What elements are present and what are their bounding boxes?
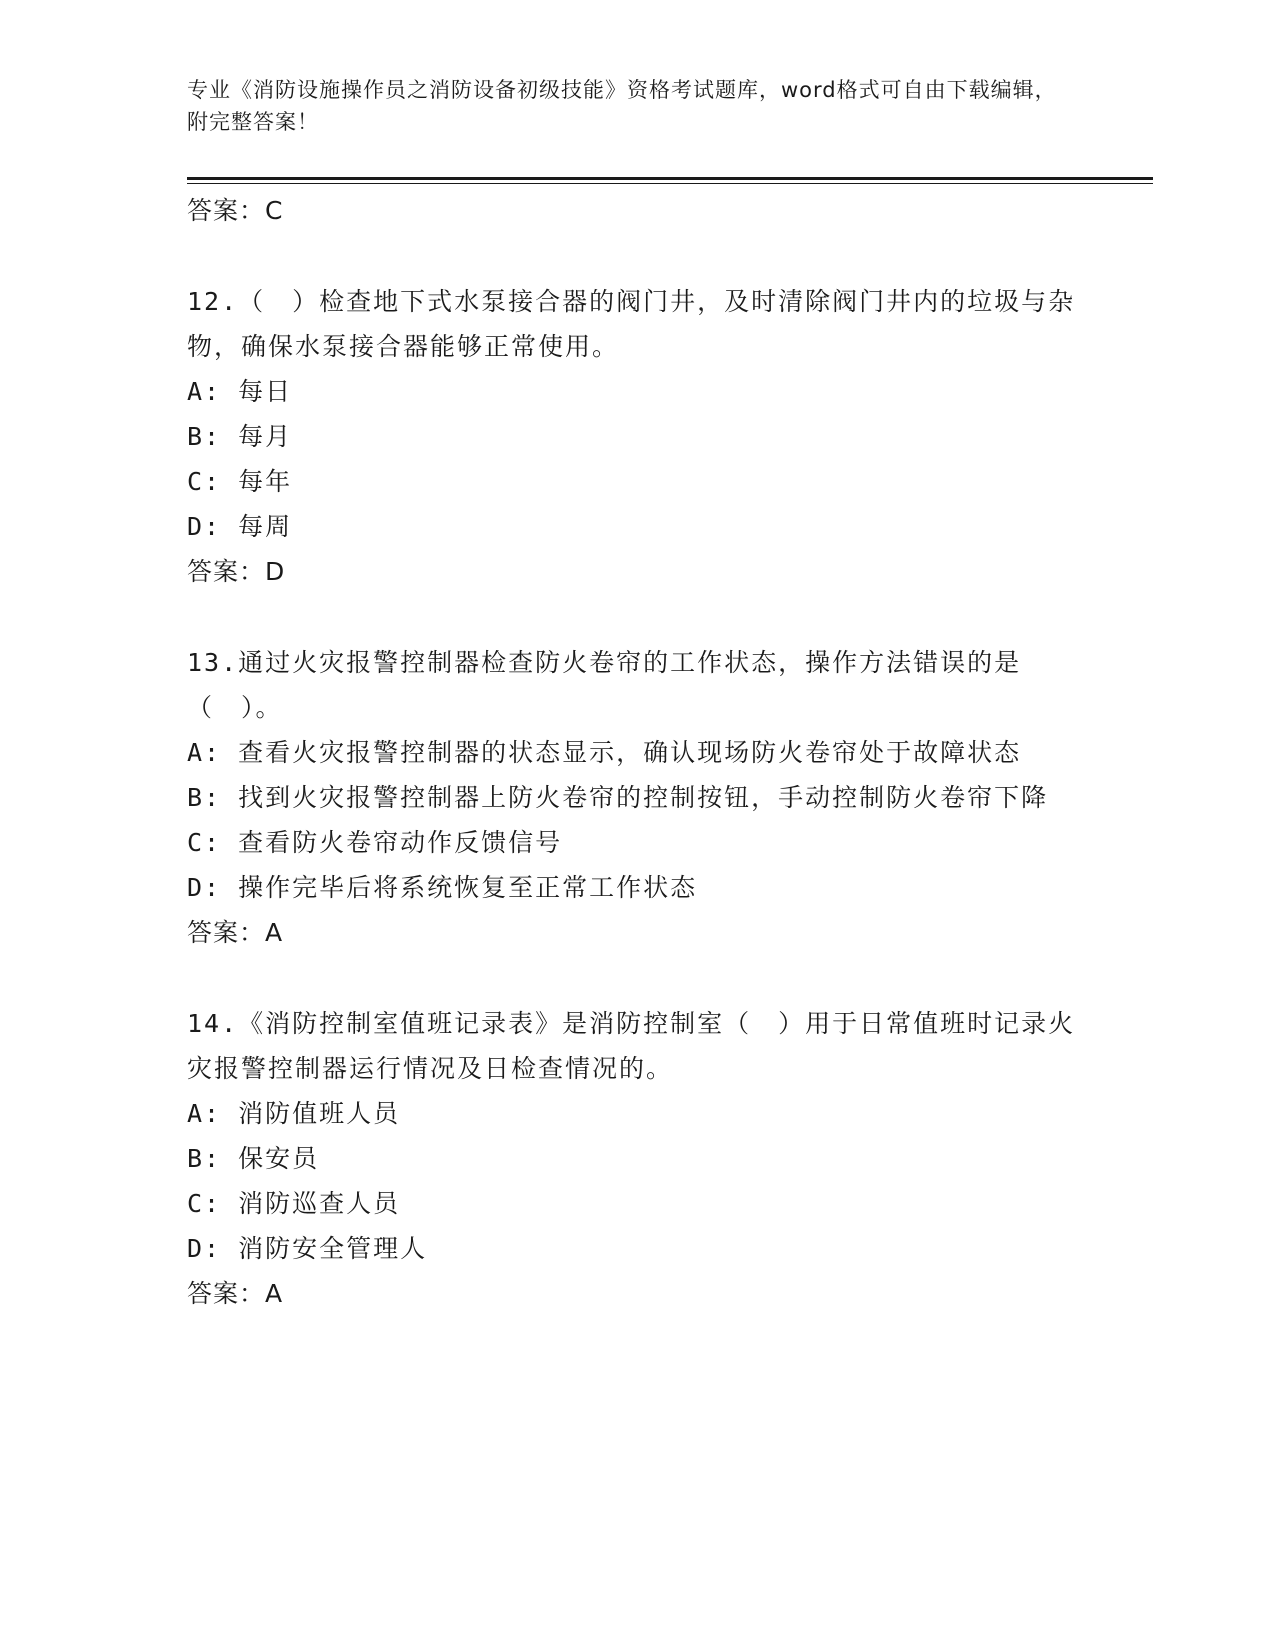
question-stem: 14.《消防控制室值班记录表》是消防控制室（ ）用于日常值班时记录火灾报警控制器运行情况及日检查情况的。: [187, 1009, 1076, 1083]
question-list: [187, 188, 1082, 1316]
page-header: 专业《消防设施操作员之消防设备初级技能》资格考试题库，word格式可自由下载编辑，附完整答案！: [187, 78, 1057, 134]
answer-line: 答案：D: [187, 557, 286, 586]
answer-line: 答案：C: [187, 196, 284, 225]
option-b: B: 保安员: [187, 1144, 320, 1173]
answer-line: 答案：A: [187, 918, 284, 947]
option-d: D: 操作完毕后将系统恢复至正常工作状态: [187, 873, 698, 902]
option-d: D: 消防安全管理人: [187, 1234, 428, 1263]
header-rule-thick: [187, 177, 1153, 180]
option-b: B: 每月: [187, 422, 293, 451]
question-stem: 12.（ ）检查地下式水泵接合器的阀门井，及时清除阀门井内的垃圾与杂物，确保水泵接合器能够正常使用。: [187, 287, 1076, 361]
option-a: A: 消防值班人员: [187, 1099, 401, 1128]
answer-line: 答案：A: [187, 1279, 284, 1308]
option-c: C: 每年: [187, 467, 293, 496]
question-14: [187, 1001, 1082, 1316]
option-b: B: 找到火灾报警控制器上防火卷帘的控制按钮，手动控制防火卷帘下降: [187, 783, 1049, 812]
option-a: A: 每日: [187, 377, 293, 406]
option-d: D: 每周: [187, 512, 293, 541]
question-stem: 13.通过火灾报警控制器检查防火卷帘的工作状态，操作方法错误的是（ ）。: [187, 648, 1022, 722]
question-12: [187, 279, 1082, 594]
option-c: C: 查看防火卷帘动作反馈信号: [187, 828, 563, 857]
option-c: C: 消防巡查人员: [187, 1189, 401, 1218]
question-13: [187, 640, 1082, 955]
header-rule-thin: [187, 183, 1153, 184]
option-a: A: 查看火灾报警控制器的状态显示，确认现场防火卷帘处于故障状态: [187, 738, 1022, 767]
